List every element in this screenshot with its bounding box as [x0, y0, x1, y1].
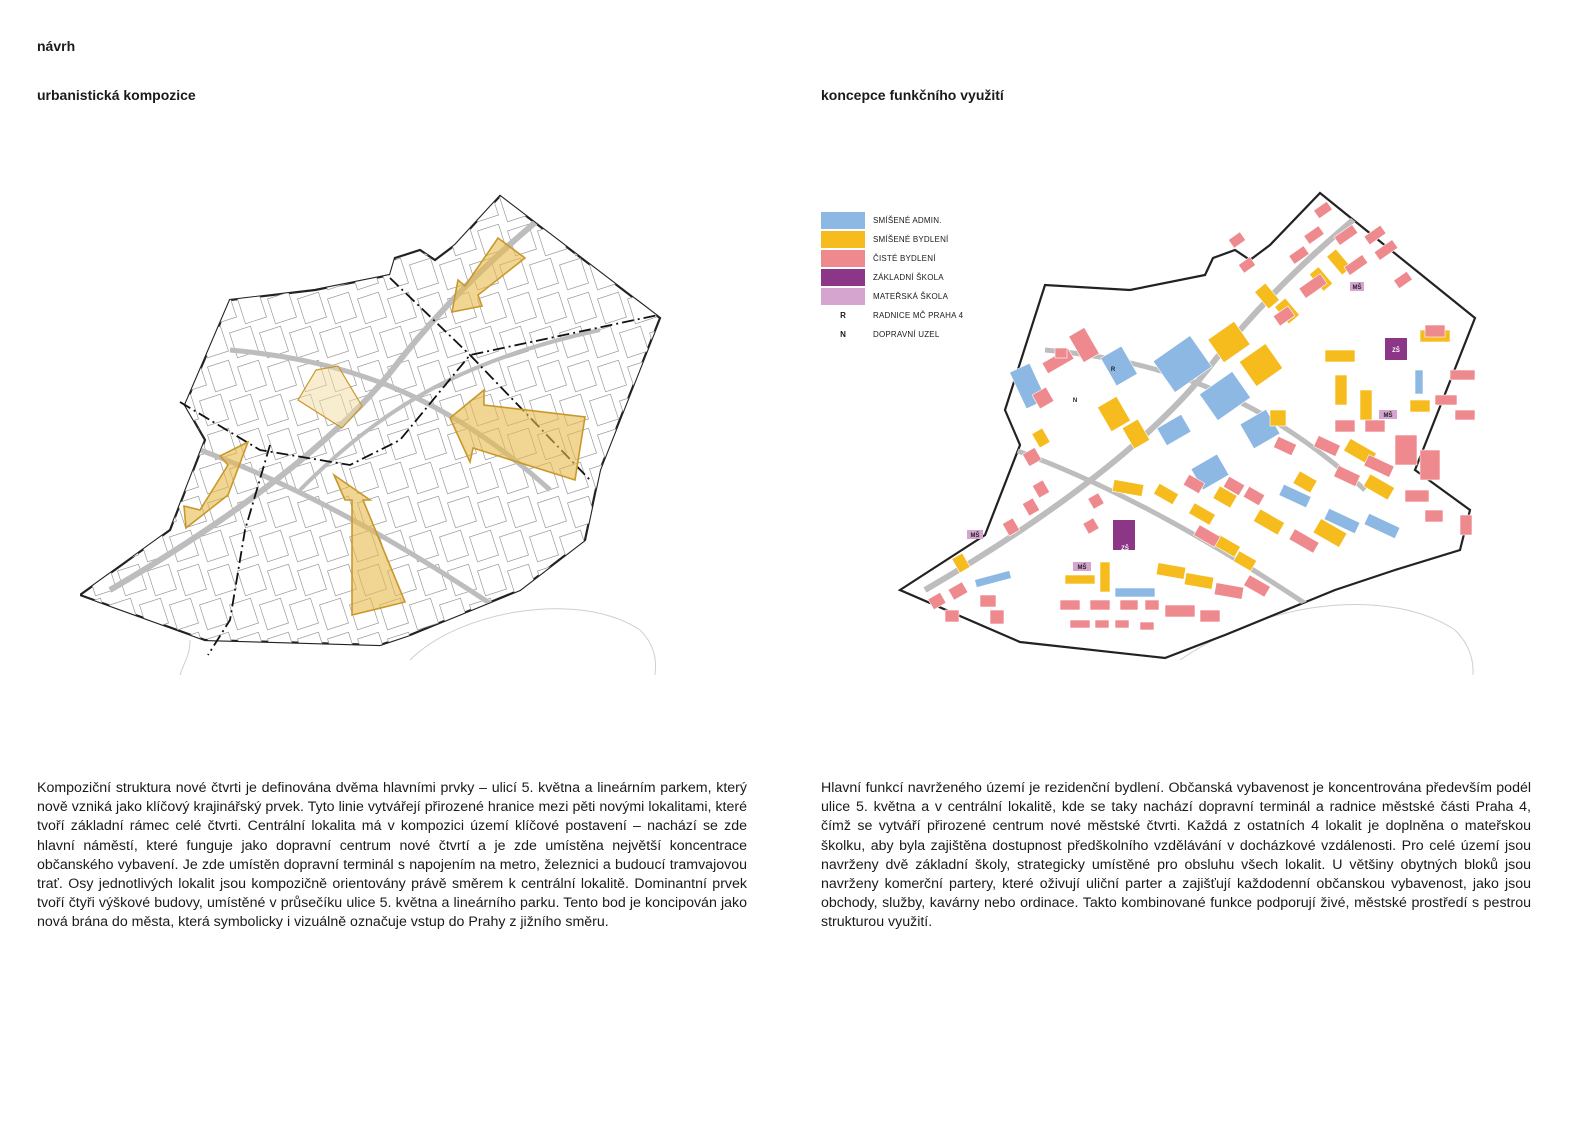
block-outline: [658, 632, 680, 664]
right-paragraph: Hlavní funkcí navrženého území je rezidenční bydlení. Občanská vybavenost je koncentrována především podél ulice 5. května a v centrální lokalitě, kde se taky nachází dopravní terminál a radnice městské části Praha 4, čímž se vytváří přirozené centrum nové městské čtvrti. Každá z ostatních 4 lokalit je doplněna o mateřskou školku, aby byla zajištěna dostupnost předškolního vzdělávání v docházkové vzdálenosti. Pro celé území jsou navrženy dvě základní školy, strategicky umístěné pro obsluhu všech lokalit. U většiny obytných bloků jsou navrženy komerční partery, které oživují uliční parter a zajišťují každodenní občanskou vybavenost, jako jsou obchody, služby, kavárny nebo ordinace. Takto kombinované funkce podporují živé, městské prostředí s pestrou strukturou využití.: [821, 780, 1531, 931]
building-residential: [1420, 450, 1440, 480]
block-outline: [140, 326, 169, 358]
legend-swatch: [821, 231, 865, 248]
block-outline: [358, 224, 387, 256]
block-outline: [148, 360, 177, 392]
block-outline: [388, 224, 417, 256]
block-outline: [650, 462, 679, 494]
building-residential: [1145, 600, 1159, 610]
legend-item: [821, 268, 1021, 287]
block-outline: [650, 190, 679, 222]
building-residential: [1060, 600, 1080, 610]
legend-swatch: [821, 212, 865, 229]
block-outline: [658, 360, 680, 392]
page-title: návrh: [37, 38, 76, 54]
block-outline: [88, 224, 117, 256]
left-paragraph: Kompoziční struktura nové čtvrti je definována dvěma hlavními prvky – ulicí 5. května a lineárním parkem, který nově vzniká jako klíčový krajinářský prvek. Tyto linie vytvářejí přirozené hranice mezi pěti novými lokalitami, které tvoří základní rámec celé čtvrti. Centrální lokalita má v kompozici území klíčové postavení – nachází se zde hlavní náměstí, které funguje jako dopravní centrum nové čtvrtí a je zde umístěna největší koncentrace občanského vybavení. Je zde umístěn dopravní terminál s napojením na metro, železnici a budoucí tramvajovou trať. Osy jednotlivých lokalit jsou kompozičně orientovány právě směrem k centrální lokalitě. Dominantní prvek tvoří čtyři výškové budovy, umístěné v průsečíku ulice 5. května a lineárního parku. Tento bod je koncipován jako nová brána do města, která symbolicky i vizuálně označuje vstup do Prahy z jižního směru.: [37, 780, 747, 931]
block-outline: [88, 496, 117, 528]
block-outline: [658, 564, 680, 596]
block-outline: [118, 632, 147, 664]
block-outline: [80, 326, 108, 358]
block-outline: [110, 462, 139, 494]
building-residential: [1055, 348, 1067, 358]
building-mixed: [1360, 390, 1372, 420]
block-outline: [448, 632, 477, 664]
block-outline: [598, 496, 627, 528]
block-outline: [88, 360, 117, 392]
block-outline: [620, 462, 649, 494]
block-outline: [118, 360, 147, 392]
building-residential: [1200, 610, 1220, 622]
block-outline: [530, 598, 559, 630]
block-outline: [410, 190, 439, 222]
legend-label: MATEŘSKÁ ŠKOLA: [873, 292, 949, 301]
building-residential: [1425, 325, 1445, 337]
block-outline: [598, 632, 627, 664]
legend-item: [821, 306, 1021, 325]
block-outline: [650, 530, 679, 562]
right-heading: koncepce funkčního využití: [821, 87, 1004, 103]
block-outline: [230, 258, 259, 290]
block-outline: [628, 428, 657, 460]
block-outline: [350, 190, 379, 222]
building-residential: [1460, 515, 1472, 535]
block-outline: [650, 258, 679, 290]
block-outline: [590, 190, 619, 222]
block-outline: [620, 530, 649, 562]
block-outline: [230, 190, 259, 222]
block-outline: [568, 564, 597, 596]
building-residential: [1395, 435, 1417, 465]
block-outline: [598, 564, 627, 596]
building-mixed: [1065, 575, 1095, 584]
block-outline: [118, 428, 147, 460]
block-outline: [118, 292, 147, 324]
building-residential: [1115, 620, 1129, 628]
block-outline: [110, 394, 139, 426]
block-outline: [88, 428, 117, 460]
legend-item: [821, 211, 1021, 230]
block-outline: [658, 292, 680, 324]
legend-label: DOPRAVNÍ UZEL: [873, 330, 940, 339]
legend-label: RADNICE MČ PRAHA 4: [873, 311, 964, 320]
block-outline: [178, 292, 207, 324]
map-label-zs-south: ZŠ: [1121, 546, 1129, 552]
block-outline: [80, 190, 108, 222]
block-outline: [628, 496, 657, 528]
block-outline: [208, 224, 237, 256]
building-residential: [1165, 605, 1195, 617]
building-residential: [1140, 622, 1154, 630]
building-residential: [1120, 600, 1138, 610]
block-outline: [140, 394, 169, 426]
block-outline: [80, 258, 108, 290]
block-outline: [320, 190, 349, 222]
map-label-ms-2: MŠ: [1383, 413, 1393, 419]
building-admin: [1415, 370, 1423, 394]
legend-letter: N: [840, 330, 846, 339]
building-residential: [1450, 370, 1475, 380]
block-outline: [628, 224, 657, 256]
legend-item: [821, 287, 1021, 306]
block-outline: [298, 224, 327, 256]
block-outline: [88, 632, 117, 664]
building-mixed: [1410, 400, 1430, 412]
legend-letter: R: [840, 311, 846, 320]
composition-map: [80, 190, 680, 680]
block-outline: [658, 224, 680, 256]
block-outline: [268, 224, 297, 256]
building-mixed: [1325, 350, 1355, 362]
block-outline: [260, 258, 289, 290]
building-admin: [1115, 588, 1155, 597]
block-outline: [200, 258, 229, 290]
legend-swatch: [821, 288, 865, 305]
block-outline: [658, 496, 680, 528]
block-outline: [650, 394, 679, 426]
building-residential: [1425, 510, 1443, 522]
block-outline: [140, 190, 169, 222]
building-residential: [1405, 490, 1429, 502]
map-label-uzel: N: [1072, 398, 1078, 404]
legend-label: SMÍŠENÉ ADMIN.: [873, 216, 942, 225]
block-outline: [598, 224, 627, 256]
legend-label: ČISTÉ BYDLENÍ: [873, 254, 936, 263]
block-outline: [110, 190, 139, 222]
building-residential: [1070, 620, 1090, 628]
building-residential: [1455, 410, 1475, 420]
block-outline: [140, 258, 169, 290]
legend-swatch: [821, 269, 865, 286]
building-residential: [1090, 600, 1110, 610]
building-residential: [1435, 395, 1457, 405]
legend-item: [821, 325, 1021, 344]
block-outline: [140, 462, 169, 494]
legend-label: ZÁKLADNÍ ŠKOLA: [873, 273, 944, 282]
block-outline: [118, 496, 147, 528]
block-outline: [110, 258, 139, 290]
block-outline: [628, 564, 657, 596]
block-outline: [620, 258, 649, 290]
block-outline: [118, 224, 147, 256]
legend-label: SMÍŠENÉ BYDLENÍ: [873, 235, 949, 244]
building-residential: [1365, 420, 1385, 432]
block-outline: [538, 632, 567, 664]
building-mixed: [1100, 562, 1110, 592]
block-outline: [88, 292, 117, 324]
block-outline: [560, 598, 589, 630]
block-outline: [148, 428, 177, 460]
block-outline: [110, 326, 139, 358]
map-label-ms-1: MŠ: [1352, 285, 1362, 291]
block-outline: [530, 190, 559, 222]
building-residential: [1228, 232, 1245, 248]
block-outline: [290, 258, 319, 290]
legend: [821, 211, 1021, 344]
legend-swatch: [821, 250, 865, 267]
map-label-radnice: R: [1110, 367, 1116, 373]
block-outline: [560, 190, 589, 222]
block-outline: [238, 224, 267, 256]
block-outline: [80, 462, 108, 494]
map-label-ms-3: MŠ: [970, 533, 980, 539]
block-outline: [620, 190, 649, 222]
block-outline: [650, 598, 679, 630]
building-mixed: [1335, 375, 1347, 405]
block-outline: [328, 224, 357, 256]
block-outline: [80, 394, 108, 426]
building-residential: [1335, 420, 1355, 432]
block-outline: [478, 632, 507, 664]
block-outline: [260, 190, 289, 222]
block-outline: [170, 190, 199, 222]
map-label-ms-4: MŠ: [1077, 565, 1087, 571]
block-outline: [148, 224, 177, 256]
block-outline: [508, 632, 537, 664]
block-outline: [80, 530, 108, 562]
block-outline: [590, 530, 619, 562]
block-outline: [178, 224, 207, 256]
left-heading: urbanistická kompozice: [37, 87, 196, 103]
block-outline: [290, 190, 319, 222]
building-residential: [980, 595, 996, 607]
building-residential: [990, 610, 1004, 624]
block-outline: [658, 428, 680, 460]
block-outline: [148, 292, 177, 324]
map-label-zs-east: ZŠ: [1392, 348, 1400, 354]
block-outline: [170, 258, 199, 290]
block-outline: [170, 326, 199, 358]
legend-item: [821, 249, 1021, 268]
block-outline: [440, 190, 469, 222]
building-mixed: [1270, 410, 1286, 426]
block-outline: [200, 190, 229, 222]
block-outline: [148, 632, 177, 664]
building-residential: [1095, 620, 1109, 628]
block-outline: [620, 598, 649, 630]
block-outline: [568, 632, 597, 664]
block-outline: [380, 190, 409, 222]
legend-item: [821, 230, 1021, 249]
building-residential: [945, 610, 959, 622]
